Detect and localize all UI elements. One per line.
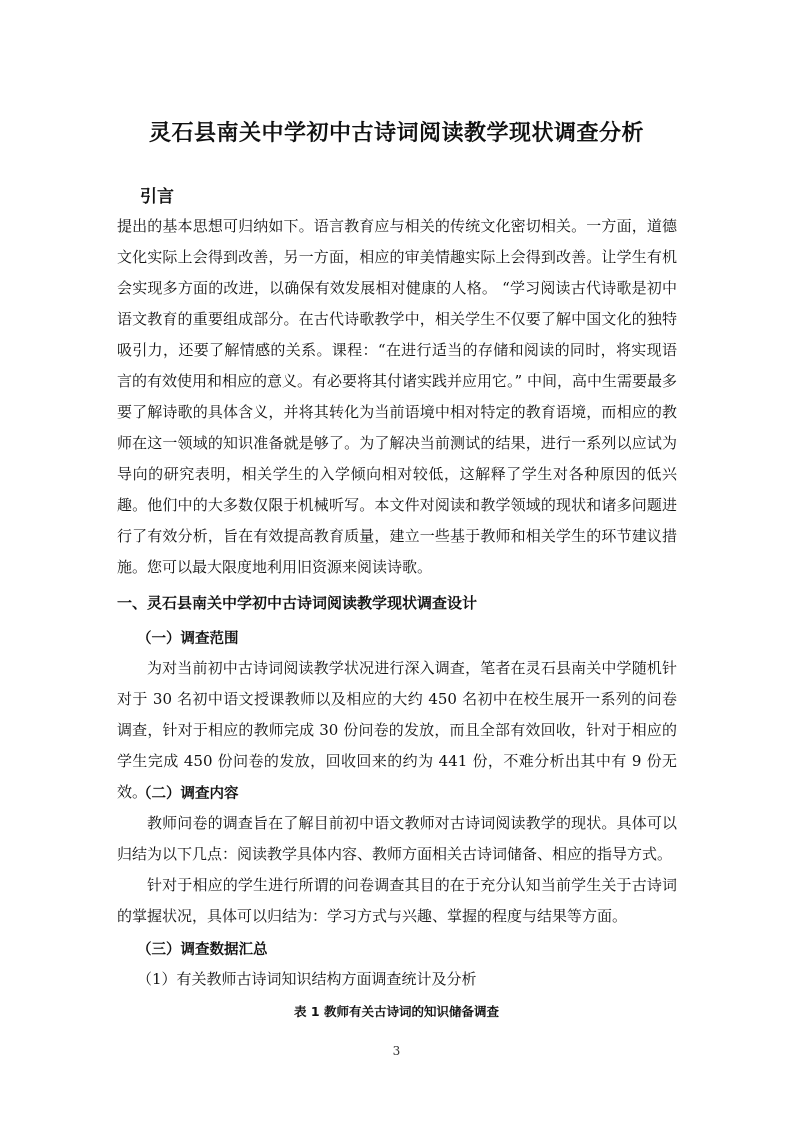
subsection-2-paragraph-2: 针对于相应的学生进行所谓的问卷调查其目的在于充分认知当前学生关于古诗词的掌握状况，具体可以归结为：学习方式与兴趣、掌握的程度与结果等方面。 xyxy=(117,876,677,925)
table-caption: 表 1 教师有关古诗词的知识储备调查 xyxy=(294,1004,499,1019)
intro-heading: 引言 xyxy=(140,187,174,207)
subsection-2-heading: （二）调查内容 xyxy=(137,786,239,802)
section-1-heading: 一、灵石县南关中学初中古诗词阅读教学现状调查设计 xyxy=(117,594,478,612)
intro-paragraph: 提出的基本思想可归纳如下。语言教育应与相关的传统文化密切相关。一方面，道德文化实际上会得到改善，另一方面，相应的审美情趣实际上会得到改善。让学生有机会实现多方面的改进，以确保有效发展相对健康的人格。 “学习阅读古代诗歌是初中语文教育的重要组成部分。在古代诗歌教学中，相关学生不仅要了解中国文化的独特吸引力，还要了解情感的关系。课程：“在进行适当的存储和阅读的同时，将实现语言的有效使用和相应的意义。有必要将其付诸实践并应用它。” 中间，高中生需要最多要了解诗歌的具体含义，并将其转化为当前语境中相对特定的教育语境，而相应的教师在这一领域的知识准备就是够了。为了解决当前测试的结果，进行一系列以应试为导向的研究表明，相关学生的入学倾向相对较低，这解释了学生对各种原因的低兴趣。他们中的大多数仅限于机械听写。本文件对阅读和教学领域的现状和诸多问题进行了有效分析，旨在有效提高教育质量，建立一些基于教师和相关学生的环节建议措施。您可以最大限度地利用旧资源来阅读诗歌。 xyxy=(117,217,677,576)
document-title: 灵石县南关中学初中古诗词阅读教学现状调查分析 xyxy=(148,121,644,146)
subsection-1-heading: （一）调查范围 xyxy=(137,631,239,647)
list-item-1: （1）有关教师古诗词知识结构方面调查统计及分析 xyxy=(137,970,477,988)
subsection-2-paragraph-1: 教师问卷的调查旨在了解目前初中语文教师对古诗词阅读教学的现状。具体可以归结为以下几点：阅读教学具体内容、教师方面相关古诗词储备、相应的指导方式。 xyxy=(117,814,677,863)
page-number: 3 xyxy=(392,1044,401,1058)
subsection-1-paragraph: 为对当前初中古诗词阅读教学状况进行深入调查，笔者在灵石县南关中学随机针对于 30 名初中语文授课教师以及相应的大约 450 名初中在校生展开一系列的问卷调查，针对于相应的教师完成 30 份问卷的发放，而且全部有效回收，针对于相应的学生完成 450 份问卷的发放，回收回来的约为 441 份，不难分析出其中有 9 份无效。 xyxy=(117,659,677,801)
subsection-3-heading: （三）调查数据汇总 xyxy=(137,942,268,958)
